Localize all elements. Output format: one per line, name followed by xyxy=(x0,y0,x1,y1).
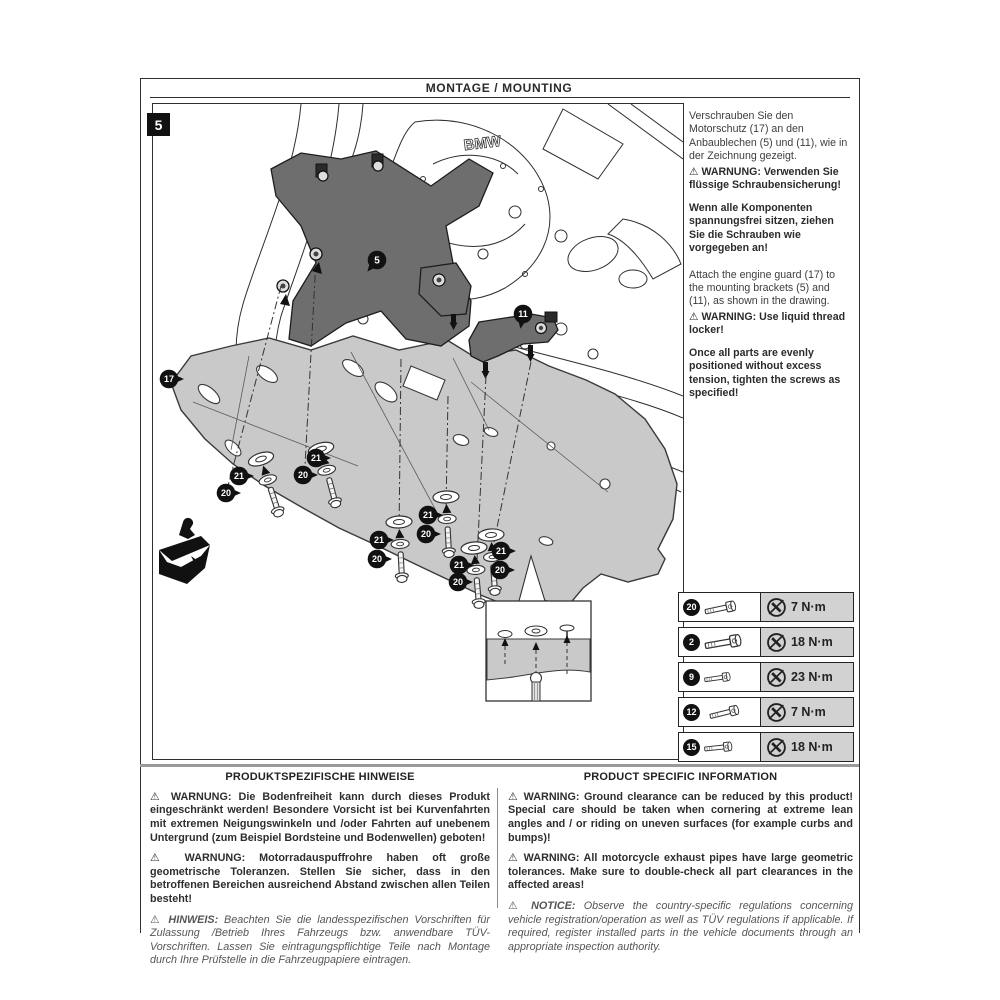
product-notes-en xyxy=(508,771,853,954)
part-badge: 20 xyxy=(683,599,700,616)
svg-text:20: 20 xyxy=(420,529,432,540)
svg-text:21: 21 xyxy=(233,471,245,482)
torque-row xyxy=(678,697,854,727)
assembly-diagram xyxy=(153,104,683,759)
svg-text:17: 17 xyxy=(163,374,175,385)
bolt-icon xyxy=(703,596,743,618)
header-rule xyxy=(150,97,850,98)
section-divider xyxy=(140,764,859,767)
notes-warning2-de: ⚠ WARNUNG: Motorradauspuffrohre haben oft große geometrische Toleranzen. Stellen Sie sicher, dass in den betroffenen Bereichen ausreichend Abstand zwischen allen Teilen besteht! xyxy=(150,852,490,906)
torque-wrench-icon xyxy=(765,666,787,688)
svg-text:21: 21 xyxy=(310,453,322,464)
page-title: MONTAGE / MOUNTING xyxy=(425,81,573,95)
svg-text:20: 20 xyxy=(494,565,506,576)
notice-label-en: ⚠ NOTICE: xyxy=(508,900,576,913)
bolt-icon xyxy=(703,666,737,688)
svg-text:21: 21 xyxy=(495,546,507,557)
svg-text:11: 11 xyxy=(518,309,528,320)
svg-text:21: 21 xyxy=(373,535,385,546)
instruction-de-2: Wenn alle Komponenten spannungsfrei sitzen, ziehen Sie die Schrauben wie vorgegeben an! xyxy=(689,201,834,255)
engine-logo: BMW xyxy=(462,132,503,155)
torque-row xyxy=(678,662,854,692)
torque-value: 7 N·m xyxy=(791,705,826,719)
svg-text:21: 21 xyxy=(453,560,465,571)
notice-label-de: ⚠ HINWEIS: xyxy=(150,913,219,926)
instruction-panel xyxy=(689,110,852,401)
notice-text-de: Beachten Sie die landesspezifischen Vorschriften für Zulassung /Betrieb Ihres Fahrzeugs bzw. anwendbare TÜV-Vorschriften. Lassen Sie eintragungspflichtige Teile nach Montage durch Ihre Prüfstelle in die Fahrzeugpapiere eintragen. xyxy=(150,913,491,967)
callout-20 xyxy=(368,550,392,569)
instruction-en: Attach the engine guard (17) to the mounting brackets (5) and (11), as shown in the drawing. xyxy=(689,268,836,308)
instruction-de: Verschrauben Sie den Motorschutz (17) an den Anbaublechen (5) und (11), wie in der Zeichnung gezeigt. xyxy=(689,110,848,163)
instruction-en-2: Once all parts are evenly positioned without excess tension, tighten the screws as specified! xyxy=(689,346,841,400)
assembly-diagram-panel xyxy=(152,103,684,760)
svg-text:21: 21 xyxy=(422,510,434,521)
part-badge: 2 xyxy=(683,634,700,651)
torque-wrench-icon xyxy=(765,701,787,723)
notes-warning1-de: ⚠ WARNUNG: Die Bodenfreiheit kann durch dieses Produkt eingeschränkt werden! Besondere Vorsicht ist bei Kurvenfahrten mit extremen Neigungswinkeln und /oder Fahrten auf unebenem Untergrund (zum Beispiel Bordsteine und Bodenwellen) geboten! xyxy=(150,790,490,844)
step-number-badge: 5 xyxy=(147,113,170,136)
bolt-arrow xyxy=(280,294,290,306)
torque-row xyxy=(678,592,854,622)
part-badge: 9 xyxy=(683,669,700,686)
torque-row xyxy=(678,732,854,762)
product-notes-de xyxy=(150,771,490,968)
bolt-icon xyxy=(703,701,749,723)
warning-de: ⚠ WARNUNG: Verwenden Sie flüssige Schraubensicherung! xyxy=(689,165,841,192)
callout-20 xyxy=(217,484,241,503)
notes-warning2-en: ⚠ WARNING: All motorcycle exhaust pipes have large geometric tolerances. Make sure to double-check all part clearances in the affected areas! xyxy=(508,852,853,892)
torque-value: 7 N·m xyxy=(791,600,826,614)
bolt-icon xyxy=(703,631,747,653)
torque-value: 18 N·m xyxy=(791,740,833,754)
torque-row xyxy=(678,627,854,657)
svg-text:5: 5 xyxy=(374,255,380,267)
torque-wrench-icon xyxy=(765,596,787,618)
part-badge: 15 xyxy=(683,739,700,756)
notes-warning1-en: ⚠ WARNING: Ground clearance can be reduced by this product! Special care should be taken when cornering at extreme lean angles and / or riding on uneven surfaces (for example curbs and bumps)! xyxy=(508,790,853,844)
notice-text-en: Observe the country-specific regulations concerning vehicle registration/operation as well as TÜV regulations if applicable. If required, register installed parts in the vehicle documents through an appropriate inspection authority. xyxy=(508,900,853,953)
svg-text:20: 20 xyxy=(371,554,383,565)
svg-text:20: 20 xyxy=(297,470,309,481)
svg-text:20: 20 xyxy=(220,488,232,499)
notes-notice-en xyxy=(508,900,853,954)
bolt-icon xyxy=(703,736,739,758)
notes-heading-de: PRODUKTSPEZIFISCHE HINWEISE xyxy=(225,771,415,783)
torque-value: 18 N·m xyxy=(791,635,833,649)
part-badge: 12 xyxy=(683,704,700,721)
torque-wrench-icon xyxy=(765,631,787,653)
notes-heading-en: PRODUCT SPECIFIC INFORMATION xyxy=(583,771,778,783)
torque-value: 23 N·m xyxy=(791,670,833,684)
torque-wrench-icon xyxy=(765,736,787,758)
torque-table xyxy=(678,592,854,767)
svg-text:20: 20 xyxy=(452,577,464,588)
column-divider xyxy=(497,788,498,908)
curb-impact-pictogram xyxy=(159,518,210,584)
notes-notice-de xyxy=(150,914,490,968)
warning-en: ⚠ WARNING: Use liquid thread locker! xyxy=(689,310,846,337)
